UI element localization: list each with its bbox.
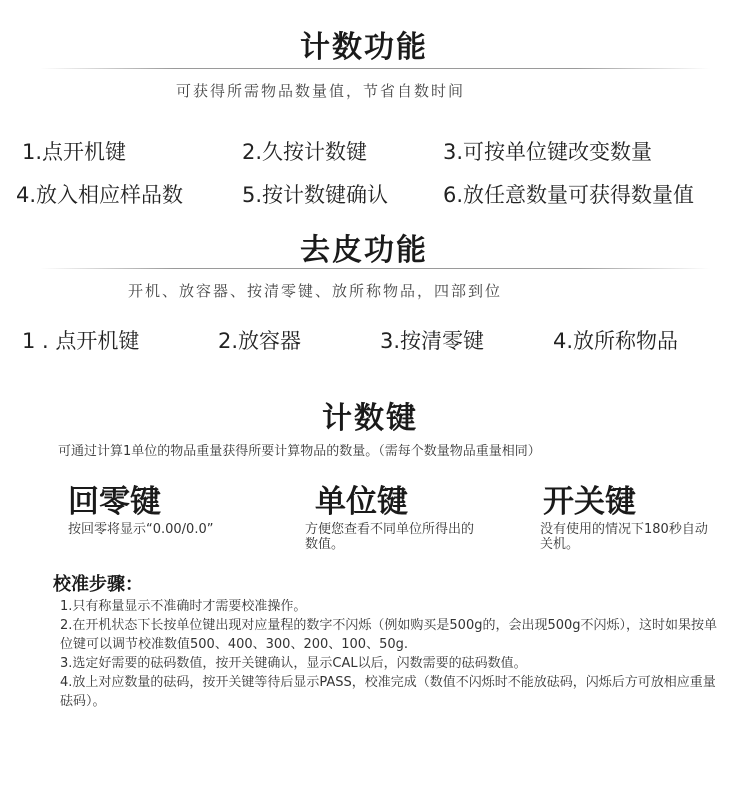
count-step-3: 3.可按单位键改变数量 [443,140,653,164]
count-step-5: 5.按计数键确认 [242,183,389,207]
count-step-4: 4.放入相应样品数 [16,183,184,207]
count-section-divider [40,68,710,69]
tare-section-subtitle: 开机、放容器、按清零键、放所称物品，四部到位 [128,282,503,300]
zero-key-desc: 按回零将显示“0.00/0.0” [68,522,214,537]
tare-step-3: 3.按清零键 [380,329,485,353]
power-key-desc: 没有使用的情况下180秒自动关机。 [540,522,708,552]
calibration-line-3: 3.选定好需要的砝码数值，按开关键确认，显示CAL以后，闪数需要的砝码数值。 [60,656,527,671]
count-key-title: 计数键 [322,401,418,436]
count-section-title: 计数功能 [300,30,428,65]
count-step-6: 6.放任意数量可获得数量值 [443,183,695,207]
calibration-title: 校准步骤： [53,574,143,595]
tare-section-divider [40,268,710,269]
calibration-line-1: 1.只有称量显示不准确时才需要校准操作。 [60,599,307,614]
zero-key-title: 回零键 [68,484,161,520]
tare-step-1: 1 . 点开机键 [22,329,140,353]
unit-key-title: 单位键 [315,484,408,520]
count-section-subtitle: 可获得所需物品数量值，节省自数时间 [176,82,466,100]
tare-step-2: 2.放容器 [218,329,302,353]
count-step-1: 1.点开机键 [22,140,127,164]
unit-key-desc: 方便您查看不同单位所得出的数值。 [305,522,475,552]
tare-step-4: 4.放所称物品 [553,329,679,353]
count-key-desc: 可通过计算1单位的物品重量获得所要计算物品的数量。（需每个数量物品重量相同） [58,444,541,459]
count-step-2: 2.久按计数键 [242,140,368,164]
power-key-title: 开关键 [543,484,636,520]
tare-section-title: 去皮功能 [300,233,428,268]
calibration-line-4: 4.放上对应数量的砝码，按开关键等待后显示PASS，校准完成（数值不闪烁时不能放砝码，闪烁后方可放相应重量砝码）。 [60,675,716,709]
calibration-line-2: 2.在开机状态下长按单位键出现对应量程的数字不闪烁（例如购买是500g的，会出现500g不闪烁），这时如果按单位键可以调节校准数值500、400、300、200、100、50g. [60,618,718,652]
